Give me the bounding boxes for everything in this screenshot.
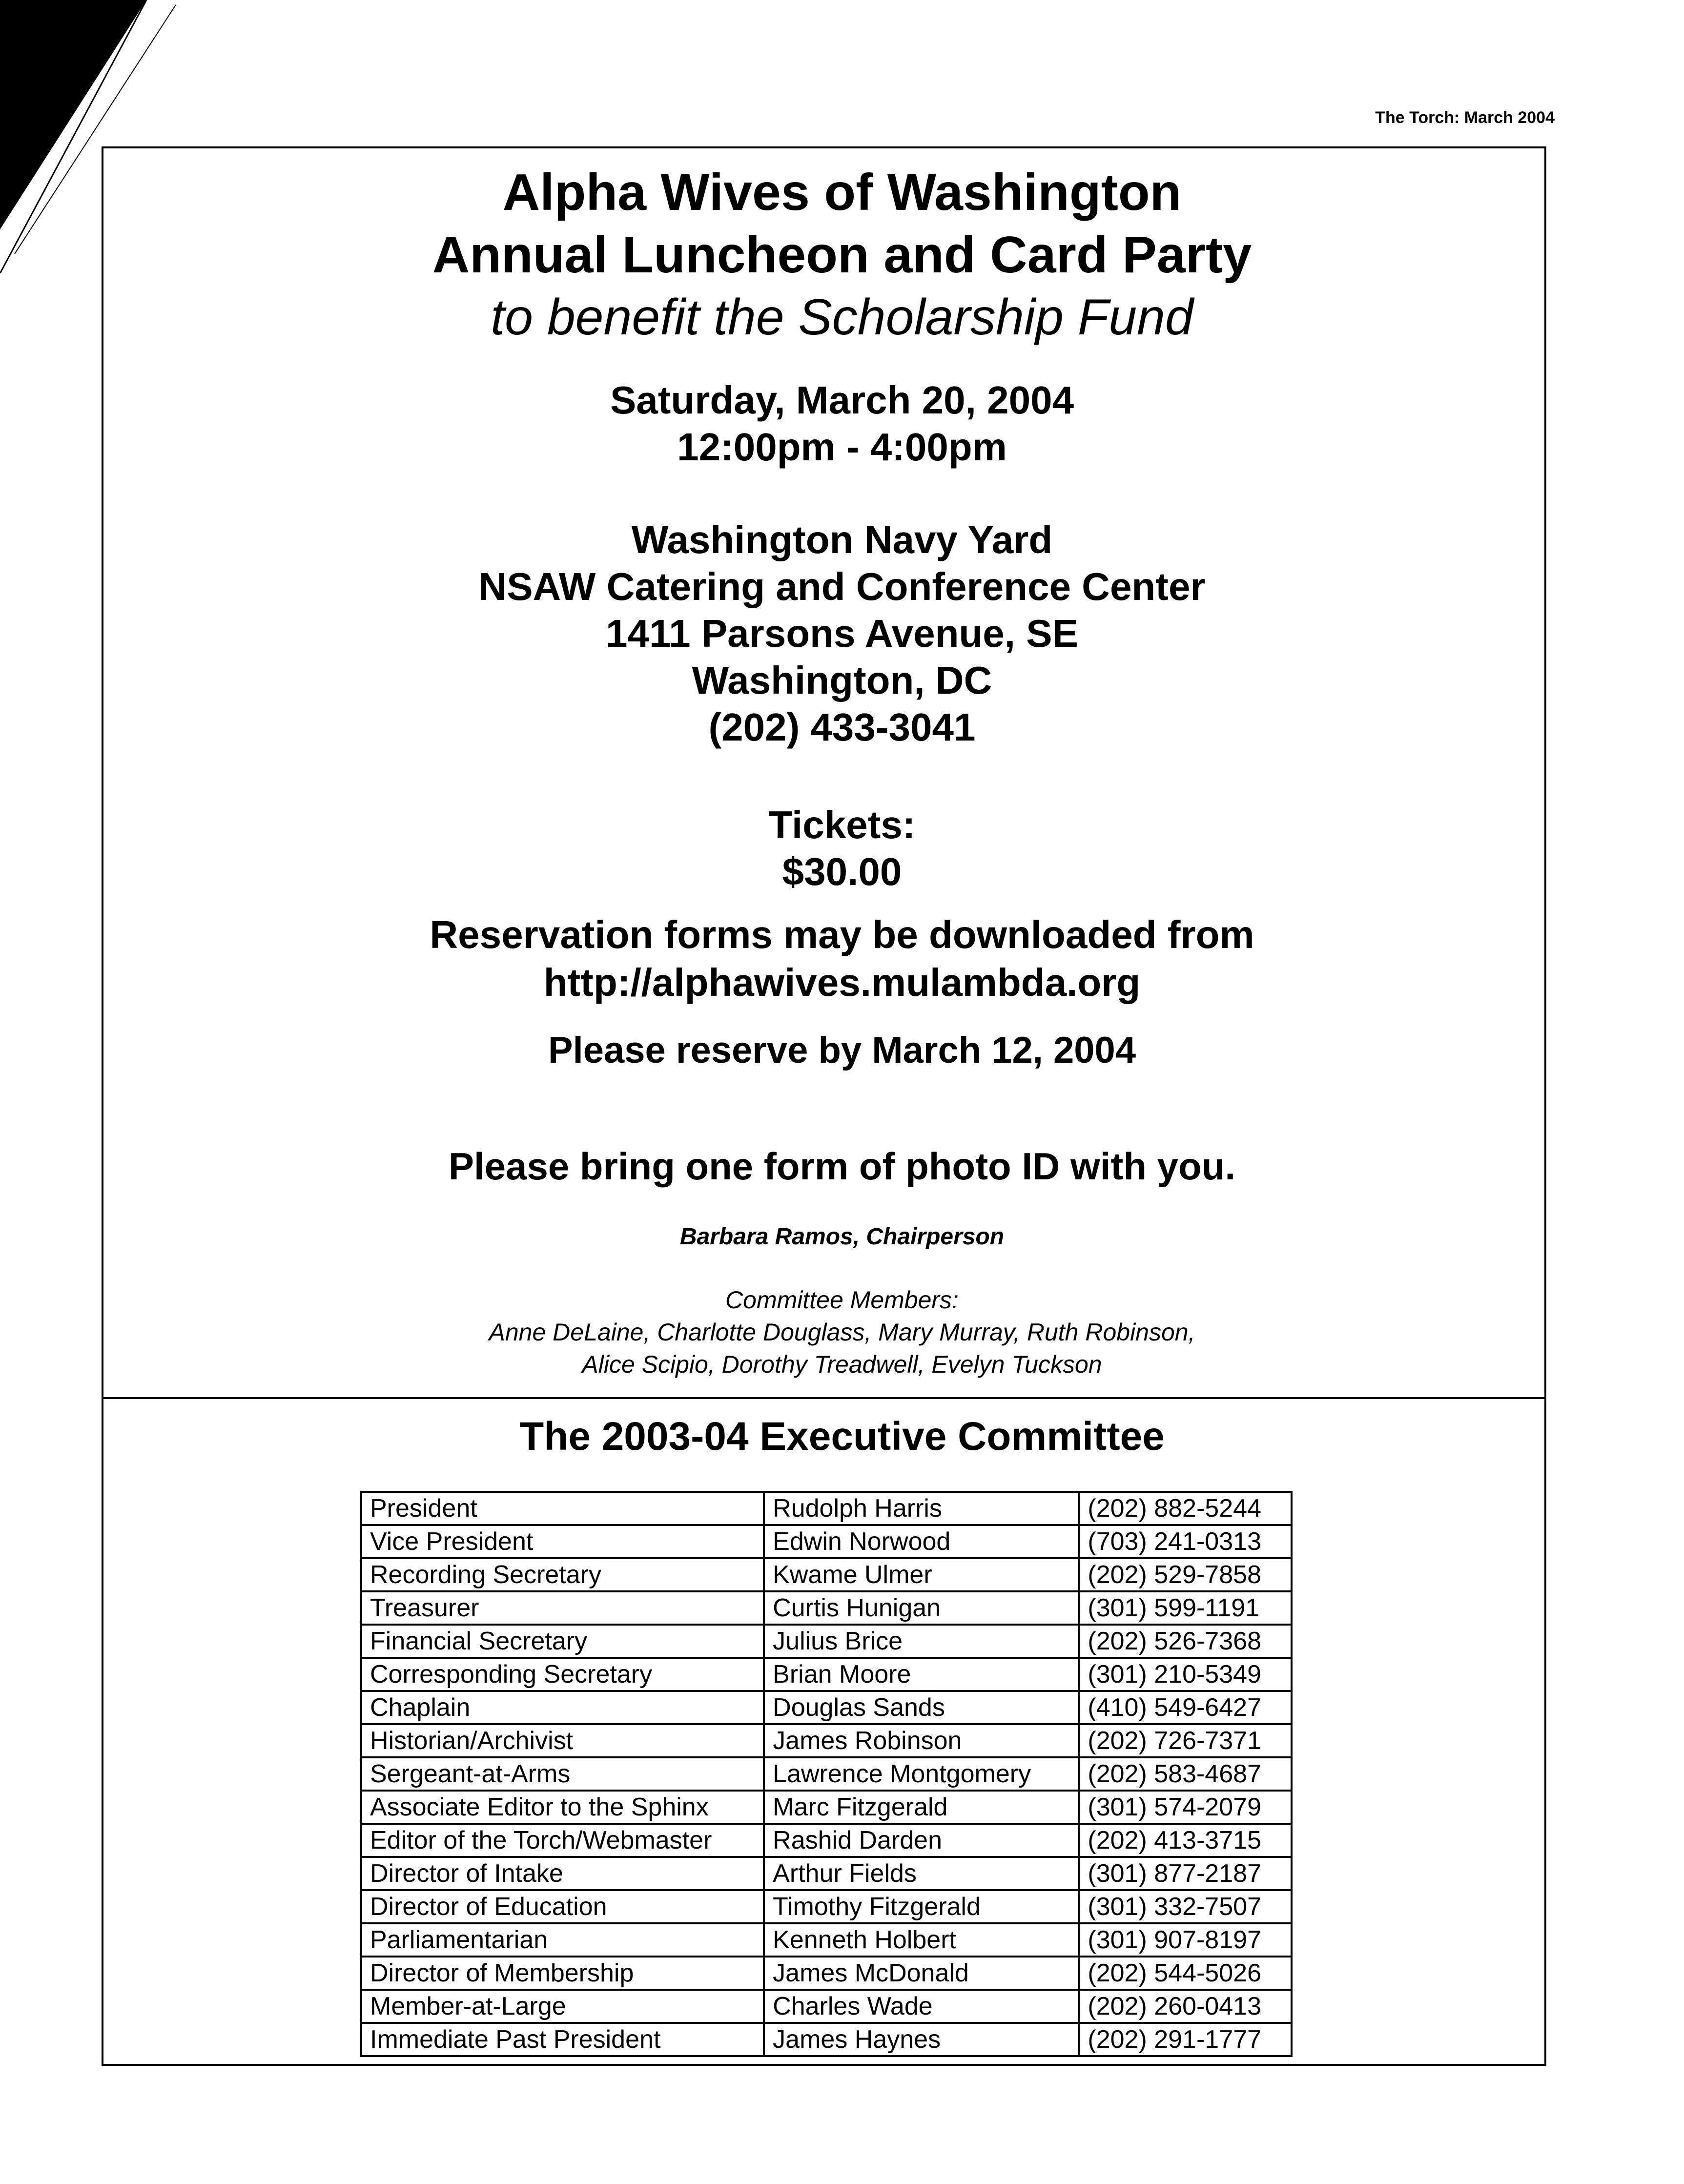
event-title (0, 161, 1684, 286)
venue-line2: NSAW Catering and Conference Center (478, 565, 1206, 608)
name-cell: Arthur Fields (764, 1857, 1079, 1890)
name-cell: Curtis Hunigan (764, 1591, 1079, 1625)
table-row (361, 1658, 1292, 1691)
phone-cell: (301) 599-1191 (1079, 1591, 1292, 1625)
table-row (361, 2023, 1292, 2056)
office-cell: Sergeant-at-Arms (361, 1757, 764, 1791)
name-cell: Lawrence Montgomery (764, 1757, 1079, 1791)
name-cell: James McDonald (764, 1957, 1079, 1990)
running-header: The Torch: March 2004 (1375, 108, 1555, 127)
venue-phone: (202) 433-3041 (708, 705, 976, 749)
phone-cell: (301) 907-8197 (1079, 1923, 1292, 1957)
reservation-forms (0, 911, 1684, 1007)
office-cell: Financial Secretary (361, 1625, 764, 1658)
name-cell: Rashid Darden (764, 1824, 1079, 1857)
tickets-label: Tickets: (768, 803, 916, 846)
name-cell: Douglas Sands (764, 1691, 1079, 1724)
phone-cell: (703) 241-0313 (1079, 1525, 1292, 1558)
venue-address: 1411 Parsons Avenue, SE (606, 612, 1078, 655)
office-cell: Vice President (361, 1525, 764, 1558)
name-cell: Charles Wade (764, 1990, 1079, 2023)
table-row (361, 1691, 1292, 1724)
name-cell: Kwame Ulmer (764, 1558, 1079, 1591)
committee-members (0, 1284, 1684, 1380)
name-cell: Julius Brice (764, 1625, 1079, 1658)
committee-line1: Anne DeLaine, Charlotte Douglass, Mary Murray, Ruth Robinson, (489, 1319, 1195, 1346)
committee-label: Committee Members: (725, 1286, 959, 1314)
executive-committee-table (360, 1491, 1293, 2057)
phone-cell: (202) 529-7858 (1079, 1558, 1292, 1591)
reserve-deadline: Please reserve by March 12, 2004 (548, 1030, 1136, 1071)
phone-cell: (202) 583-4687 (1079, 1757, 1292, 1791)
table-row (361, 1492, 1292, 1525)
office-cell: Historian/Archivist (361, 1724, 764, 1757)
event-date: Saturday, March 20, 2004 (610, 378, 1074, 422)
office-cell: Member-at-Large (361, 1990, 764, 2023)
event-title-line1: Alpha Wives of Washington (502, 164, 1182, 221)
name-cell: Marc Fitzgerald (764, 1791, 1079, 1824)
table-row (361, 1957, 1292, 1990)
chairperson: Barbara Ramos, Chairperson (679, 1224, 1005, 1250)
committee-line2: Alice Scipio, Dorothy Treadwell, Evelyn Tuckson (582, 1351, 1102, 1378)
tickets-price: $30.00 (782, 850, 902, 893)
name-cell: Edwin Norwood (764, 1525, 1079, 1558)
phone-cell: (202) 260-0413 (1079, 1990, 1292, 2023)
office-cell: President (361, 1492, 764, 1525)
event-subtitle: to benefit the Scholarship Fund (491, 289, 1193, 346)
office-cell: Director of Intake (361, 1857, 764, 1890)
phone-cell: (202) 291-1777 (1079, 2023, 1292, 2056)
phone-cell: (410) 549-6427 (1079, 1691, 1292, 1724)
table-row (361, 1824, 1292, 1857)
phone-cell: (202) 544-5026 (1079, 1957, 1292, 1990)
table-row (361, 1923, 1292, 1957)
office-cell: Director of Education (361, 1890, 764, 1923)
photo-id-notice: Please bring one form of photo ID with you. (448, 1145, 1236, 1188)
office-cell: Director of Membership (361, 1957, 764, 1990)
venue-city: Washington, DC (692, 659, 992, 702)
office-cell: Parliamentarian (361, 1923, 764, 1957)
table-row (361, 1525, 1292, 1558)
table-row (361, 1625, 1292, 1658)
forms-url[interactable]: http://alphawives.mulambda.org (543, 961, 1141, 1004)
phone-cell: (202) 413-3715 (1079, 1824, 1292, 1857)
table-row (361, 1757, 1292, 1791)
phone-cell: (202) 526-7368 (1079, 1625, 1292, 1658)
phone-cell: (301) 332-7507 (1079, 1890, 1292, 1923)
office-cell: Associate Editor to the Sphinx (361, 1791, 764, 1824)
table-row (361, 1591, 1292, 1625)
office-cell: Chaplain (361, 1691, 764, 1724)
phone-cell: (202) 882-5244 (1079, 1492, 1292, 1525)
executive-committee-title: The 2003-04 Executive Committee (519, 1414, 1165, 1459)
name-cell: Brian Moore (764, 1658, 1079, 1691)
name-cell: Timothy Fitzgerald (764, 1890, 1079, 1923)
name-cell: James Robinson (764, 1724, 1079, 1757)
office-cell: Recording Secretary (361, 1558, 764, 1591)
table-row (361, 1724, 1292, 1757)
name-cell: James Haynes (764, 2023, 1079, 2056)
forms-text: Reservation forms may be downloaded from (430, 913, 1254, 956)
ticket-info (0, 802, 1684, 895)
phone-cell: (202) 726-7371 (1079, 1724, 1292, 1757)
office-cell: Corresponding Secretary (361, 1658, 764, 1691)
table-row (361, 1558, 1292, 1591)
table-row (361, 1990, 1292, 2023)
table-row (361, 1857, 1292, 1890)
event-title-line2: Annual Luncheon and Card Party (432, 226, 1252, 284)
phone-cell: (301) 877-2187 (1079, 1857, 1292, 1890)
phone-cell: (301) 210-5349 (1079, 1658, 1292, 1691)
table-row (361, 1791, 1292, 1824)
table-row (361, 1890, 1292, 1923)
office-cell: Immediate Past President (361, 2023, 764, 2056)
office-cell: Editor of the Torch/Webmaster (361, 1824, 764, 1857)
event-datetime (0, 377, 1684, 471)
name-cell: Kenneth Holbert (764, 1923, 1079, 1957)
venue-line1: Washington Navy Yard (631, 518, 1053, 561)
name-cell: Rudolph Harris (764, 1492, 1079, 1525)
office-cell: Treasurer (361, 1591, 764, 1625)
phone-cell: (301) 574-2079 (1079, 1791, 1292, 1824)
event-venue (0, 516, 1684, 751)
event-time: 12:00pm - 4:00pm (677, 425, 1007, 469)
